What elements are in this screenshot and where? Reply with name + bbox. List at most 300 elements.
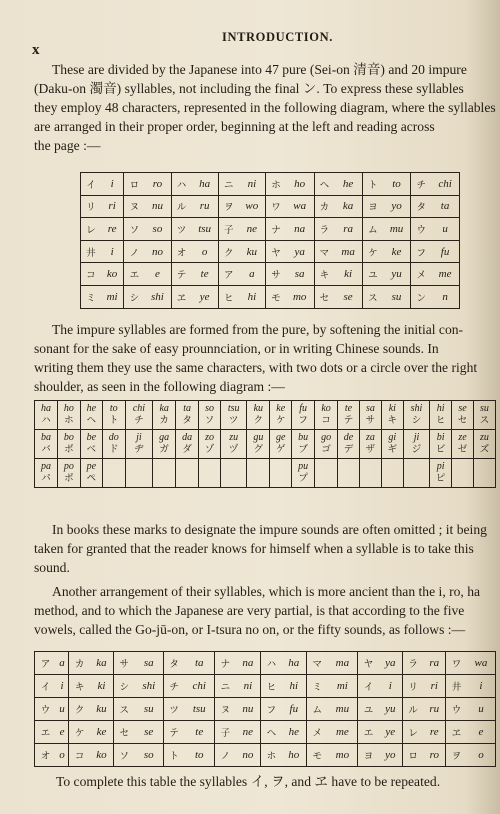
kana-char: ツ — [169, 705, 179, 716]
syllable-cell — [473, 401, 495, 430]
kana-char: ア — [40, 659, 51, 670]
syllable-cell — [247, 459, 270, 488]
romaji-text: ne — [242, 726, 254, 738]
romaji-cell — [431, 173, 459, 196]
romaji-text: sa — [143, 657, 154, 669]
kana-cell — [266, 285, 286, 308]
syllable-cell — [315, 459, 338, 488]
kana-char: モ — [271, 292, 281, 304]
romaji-text: ki — [388, 403, 396, 414]
kana-cell — [171, 195, 191, 218]
kana-char: ワ — [271, 202, 281, 214]
romaji-cell — [144, 173, 171, 196]
romaji-text: to — [392, 177, 401, 190]
kana-char: ラ — [408, 659, 418, 670]
romaji-cell — [431, 285, 459, 308]
kana-cell — [113, 721, 134, 744]
syllable-cell — [220, 459, 246, 488]
table-row — [35, 459, 496, 488]
romaji-cell — [56, 652, 69, 675]
syllable-cell — [338, 459, 360, 488]
romaji-text: su — [480, 403, 489, 414]
romaji-cell — [286, 195, 314, 218]
romaji-text: ke — [391, 245, 402, 258]
romaji-text: ho — [288, 749, 300, 761]
romaji-text: re — [429, 726, 439, 738]
kana-cell — [81, 285, 101, 308]
romaji-text: no — [151, 245, 163, 258]
romaji-text: ko — [106, 268, 118, 281]
kana-char: コ — [321, 415, 331, 426]
kana-cell — [358, 698, 379, 721]
kana-cell — [163, 675, 184, 698]
kana-cell — [124, 285, 144, 308]
kana-cell — [306, 721, 327, 744]
kana-cell — [214, 652, 235, 675]
kana-char: サ — [119, 659, 130, 670]
syllable-cell — [57, 430, 80, 459]
syllable-cell — [125, 459, 153, 488]
romaji-cell — [282, 652, 307, 675]
kana-char: シ — [129, 292, 140, 304]
kana-char: ウ — [40, 705, 51, 716]
syllable-cell — [473, 459, 495, 488]
syllable-cell — [338, 401, 360, 430]
kana-cell — [218, 285, 238, 308]
romaji-text: za — [365, 432, 375, 443]
kana-char: キ — [319, 270, 330, 282]
kana-char: ザ — [365, 444, 376, 455]
romaji-text: te — [200, 268, 209, 281]
kana-char: リ — [86, 202, 96, 214]
kana-char: ハ — [176, 179, 187, 191]
kana-char: ユ — [368, 270, 378, 282]
syllable-cell — [199, 459, 221, 488]
romaji-cell — [431, 218, 459, 241]
romaji-text: te — [195, 726, 204, 738]
kana-cell — [214, 744, 235, 767]
romaji-text: a — [59, 657, 65, 669]
kana-char: ヒ — [266, 682, 277, 693]
kana-char: ゴ — [321, 444, 331, 455]
kana-char: チ — [169, 682, 179, 693]
text-line: vowels, called the Go-jū-on, or I-tsura no on, or the fifty sounds, as follows :— — [34, 622, 466, 637]
kana-cell — [113, 698, 134, 721]
romaji-text: ye — [385, 726, 396, 738]
syllable-cell — [473, 430, 495, 459]
romaji-text: i — [479, 680, 483, 692]
kana-char: ペ — [86, 473, 97, 484]
romaji-text: fu — [440, 245, 450, 258]
romaji-text: mu — [389, 222, 404, 235]
romaji-text: he — [342, 177, 354, 190]
romaji-cell — [467, 652, 496, 675]
table-row — [35, 698, 496, 721]
romaji-cell — [379, 721, 402, 744]
romaji-cell — [135, 744, 164, 767]
kana-char: イ — [40, 682, 51, 693]
romaji-text: ni — [247, 177, 257, 190]
syllable-cell — [359, 430, 381, 459]
romaji-text: ka — [342, 200, 354, 213]
kana-char: ピ — [435, 473, 446, 484]
romaji-text: tsu — [198, 222, 212, 235]
romaji-cell — [185, 721, 215, 744]
romaji-text: su — [391, 290, 402, 303]
syllable-cell — [153, 459, 176, 488]
romaji-cell — [286, 263, 314, 286]
kana-cell — [260, 721, 281, 744]
kana-char: ヨ — [368, 202, 378, 214]
kana-char: カ — [74, 659, 85, 670]
kana-char: セ — [457, 415, 468, 426]
kana-cell — [163, 652, 184, 675]
kana-cell — [446, 652, 467, 675]
kana-cell — [362, 240, 382, 263]
romaji-cell — [334, 285, 362, 308]
kana-cell — [171, 285, 191, 308]
romaji-cell — [101, 285, 124, 308]
romaji-cell — [56, 721, 69, 744]
romaji-text: fu — [299, 403, 308, 414]
syllable-cell — [452, 430, 474, 459]
table-row — [81, 240, 460, 263]
romaji-text: i — [110, 177, 114, 190]
kana-char: カ — [319, 202, 330, 214]
romaji-text: te — [344, 403, 353, 414]
kana-char: ヨ — [363, 751, 374, 762]
syllable-cell — [176, 430, 199, 459]
syllable-cell — [292, 401, 315, 430]
kana-char: 井 — [86, 247, 96, 259]
romaji-text: ha — [288, 657, 300, 669]
paragraph-impure-syllables — [34, 320, 498, 396]
romaji-cell — [236, 698, 261, 721]
kana-char: オ — [176, 247, 187, 259]
kana-cell — [260, 675, 281, 698]
table-row — [81, 263, 460, 286]
romaji-cell — [467, 698, 496, 721]
romaji-text: shi — [410, 403, 423, 414]
syllable-cell — [270, 459, 292, 488]
kana-cell — [69, 744, 90, 767]
syllable-cell — [176, 401, 199, 430]
kana-cell — [69, 652, 90, 675]
romaji-text: to — [109, 403, 118, 414]
romaji-cell — [286, 218, 314, 241]
romaji-cell — [424, 721, 446, 744]
kana-char: ツ — [228, 415, 239, 426]
text-line: writing them they use the same characters, with two dots or a circle over the right — [34, 360, 478, 375]
romaji-cell — [328, 698, 358, 721]
syllable-cell — [430, 459, 452, 488]
syllable-cell — [176, 459, 199, 488]
kana-char: 井 — [451, 682, 462, 693]
kana-char: ツ — [176, 224, 187, 236]
romaji-cell — [431, 263, 459, 286]
kana-cell — [266, 195, 286, 218]
syllable-cell — [57, 401, 80, 430]
kana-char: タ — [182, 415, 192, 426]
romaji-text: i — [110, 245, 114, 258]
syllable-cell — [199, 401, 221, 430]
romaji-text: nu — [151, 200, 163, 213]
kana-cell — [260, 744, 281, 767]
kana-cell — [35, 744, 56, 767]
kana-cell — [124, 263, 144, 286]
kana-cell — [124, 218, 144, 241]
romaji-cell — [239, 218, 266, 241]
kana-char: モ — [312, 751, 323, 762]
text-line: sound. — [34, 560, 70, 575]
kana-char: ソ — [129, 224, 140, 236]
romaji-text: ka — [96, 657, 107, 669]
romaji-text: o — [201, 245, 208, 258]
kana-cell — [358, 652, 379, 675]
romaji-text: hi — [247, 290, 257, 303]
kana-char: ミ — [312, 682, 323, 693]
romaji-cell — [467, 675, 496, 698]
kana-char: ニ — [223, 179, 234, 191]
romaji-text: zu — [480, 432, 489, 443]
kana-cell — [266, 173, 286, 196]
kana-char: ソ — [119, 751, 130, 762]
romaji-cell — [467, 744, 496, 767]
kana-char: ボ — [64, 444, 74, 455]
kana-char: マ — [319, 247, 330, 259]
romaji-cell — [383, 195, 411, 218]
kana-char: ミ — [86, 292, 96, 304]
syllable-cell — [125, 401, 153, 430]
romaji-text: chi — [132, 403, 146, 414]
romaji-cell — [236, 721, 261, 744]
romaji-text: ko — [321, 403, 331, 414]
kana-cell — [260, 652, 281, 675]
syllable-cell — [220, 401, 246, 430]
kana-cell — [402, 652, 423, 675]
romaji-cell — [185, 744, 215, 767]
romaji-cell — [383, 173, 411, 196]
romaji-cell — [144, 263, 171, 286]
romaji-cell — [328, 652, 358, 675]
kana-char: ゼ — [457, 444, 468, 455]
syllable-cell — [153, 430, 176, 459]
romaji-cell — [144, 195, 171, 218]
romaji-cell — [286, 240, 314, 263]
syllable-cell — [338, 430, 360, 459]
romaji-cell — [379, 744, 402, 767]
romaji-text: sa — [294, 268, 305, 281]
kana-char: メ — [416, 270, 427, 282]
kana-cell — [81, 218, 101, 241]
kana-cell — [69, 721, 90, 744]
romaji-text: se — [343, 290, 353, 303]
romaji-cell — [383, 285, 411, 308]
romaji-cell — [282, 698, 307, 721]
kana-char: ク — [223, 247, 234, 259]
romaji-text: ru — [429, 703, 440, 715]
romaji-text: se — [458, 403, 467, 414]
kana-char: ズ — [479, 444, 490, 455]
kana-cell — [124, 173, 144, 196]
romaji-text: go — [321, 432, 332, 443]
kana-cell — [314, 240, 334, 263]
iroha-table — [80, 172, 460, 309]
romaji-cell — [379, 675, 402, 698]
romaji-cell — [424, 744, 446, 767]
romaji-cell — [90, 675, 113, 698]
kana-char: チ — [416, 179, 427, 191]
syllable-cell — [430, 401, 452, 430]
romaji-text: ta — [440, 200, 450, 213]
kana-char: テ — [169, 728, 179, 739]
text-line: shoulder, as seen in the following diagram :— — [34, 379, 285, 394]
kana-char: ジ — [411, 444, 422, 455]
kana-char: ハ — [41, 415, 51, 426]
text-line: the page :— — [34, 138, 101, 153]
kana-char: パ — [41, 473, 51, 484]
kana-char: ロ — [129, 179, 140, 191]
romaji-cell — [239, 195, 266, 218]
kana-cell — [81, 173, 101, 196]
kana-char: ヲ — [451, 751, 462, 762]
romaji-text: ku — [253, 403, 264, 414]
kana-char: ニ — [220, 682, 231, 693]
kana-char: ハ — [266, 659, 277, 670]
kana-char: ド — [108, 444, 119, 455]
text-line: The impure syllables are formed from the pure, by softening the initial con- — [52, 322, 464, 337]
page-number: x — [32, 42, 40, 58]
romaji-text: ho — [63, 403, 74, 414]
romaji-text: pi — [436, 461, 445, 472]
kana-char: エ — [40, 728, 51, 739]
romaji-text: gu — [253, 432, 264, 443]
kana-cell — [35, 698, 56, 721]
romaji-text: ku — [96, 703, 107, 715]
romaji-text: se — [144, 726, 154, 738]
text-line: In books these marks to designate the impure sounds are often omitted ; it being — [52, 522, 487, 537]
kana-char: 子 — [223, 224, 234, 236]
kana-cell — [163, 744, 184, 767]
kana-char: バ — [41, 444, 51, 455]
text-line: method, and to which the Japanese are very partial, is that according to the five — [34, 603, 465, 618]
kana-char: サ — [271, 270, 281, 282]
romaji-cell — [135, 675, 164, 698]
kana-cell — [358, 675, 379, 698]
kana-cell — [266, 263, 286, 286]
syllable-cell — [102, 401, 125, 430]
kana-char: ロ — [408, 751, 418, 762]
romaji-cell — [424, 652, 446, 675]
kana-char: ユ — [363, 705, 374, 716]
romaji-text: ni — [243, 680, 253, 692]
romaji-cell — [90, 698, 113, 721]
romaji-text: ka — [159, 403, 169, 414]
romaji-text: ze — [458, 432, 467, 443]
romaji-text: bu — [298, 432, 309, 443]
romaji-text: pe — [86, 461, 97, 472]
kana-char: ト — [108, 415, 119, 426]
kana-char: ノ — [129, 247, 140, 259]
romaji-cell — [239, 173, 266, 196]
romaji-text: yu — [385, 703, 396, 715]
kana-cell — [314, 285, 334, 308]
romaji-text: ro — [152, 177, 163, 190]
kana-cell — [402, 744, 423, 767]
romaji-cell — [191, 218, 218, 241]
kana-char: リ — [408, 682, 418, 693]
romaji-cell — [286, 285, 314, 308]
romaji-cell — [328, 744, 358, 767]
kana-cell — [218, 218, 238, 241]
romaji-cell — [56, 744, 69, 767]
kana-char: ク — [253, 415, 264, 426]
kana-char: ヌ — [220, 705, 231, 716]
kana-char: ル — [408, 705, 418, 716]
romaji-text: no — [242, 749, 254, 761]
kana-char: プ — [298, 473, 308, 484]
text-line: These are divided by the Japanese into 47 pure (Sei-on 清音) and 20 impure — [52, 62, 467, 77]
romaji-cell — [144, 240, 171, 263]
romaji-cell — [282, 721, 307, 744]
kana-char: マ — [312, 659, 323, 670]
romaji-cell — [236, 652, 261, 675]
romaji-text: pa — [40, 461, 51, 472]
romaji-text: u — [478, 703, 484, 715]
kana-char: ウ — [451, 705, 462, 716]
romaji-cell — [424, 698, 446, 721]
romaji-text: na — [242, 657, 254, 669]
syllable-cell — [247, 401, 270, 430]
romaji-cell — [431, 195, 459, 218]
romaji-cell — [239, 285, 266, 308]
kana-char: エ — [129, 270, 140, 282]
syllable-cell — [57, 459, 80, 488]
kana-char: ヲ — [223, 202, 234, 214]
romaji-text: chi — [192, 680, 206, 692]
syllable-cell — [102, 430, 125, 459]
syllable-cell — [35, 430, 58, 459]
romaji-text: po — [63, 461, 74, 472]
kana-cell — [35, 652, 56, 675]
kana-cell — [81, 240, 101, 263]
paragraph-marks-omitted — [34, 520, 498, 577]
romaji-text: gi — [388, 432, 397, 443]
romaji-text: mo — [292, 290, 307, 303]
kana-cell — [306, 698, 327, 721]
kana-char: ク — [74, 705, 85, 716]
romaji-text: sa — [365, 403, 375, 414]
kana-char: ケ — [275, 415, 286, 426]
romaji-text: ki — [97, 680, 106, 692]
romaji-text: so — [205, 403, 214, 414]
syllable-cell — [292, 459, 315, 488]
kana-char: フ — [298, 415, 308, 426]
romaji-text: ri — [108, 200, 116, 213]
kana-char: ワ — [451, 659, 462, 670]
syllable-cell — [80, 401, 102, 430]
syllable-cell — [270, 430, 292, 459]
romaji-text: shi — [142, 680, 156, 692]
kana-char: ヤ — [363, 659, 374, 670]
romaji-text: me — [335, 726, 349, 738]
romaji-cell — [379, 698, 402, 721]
romaji-text: pu — [298, 461, 309, 472]
romaji-cell — [101, 263, 124, 286]
romaji-cell — [239, 263, 266, 286]
running-title: INTRODUCTION. — [222, 30, 333, 44]
kana-cell — [214, 698, 235, 721]
